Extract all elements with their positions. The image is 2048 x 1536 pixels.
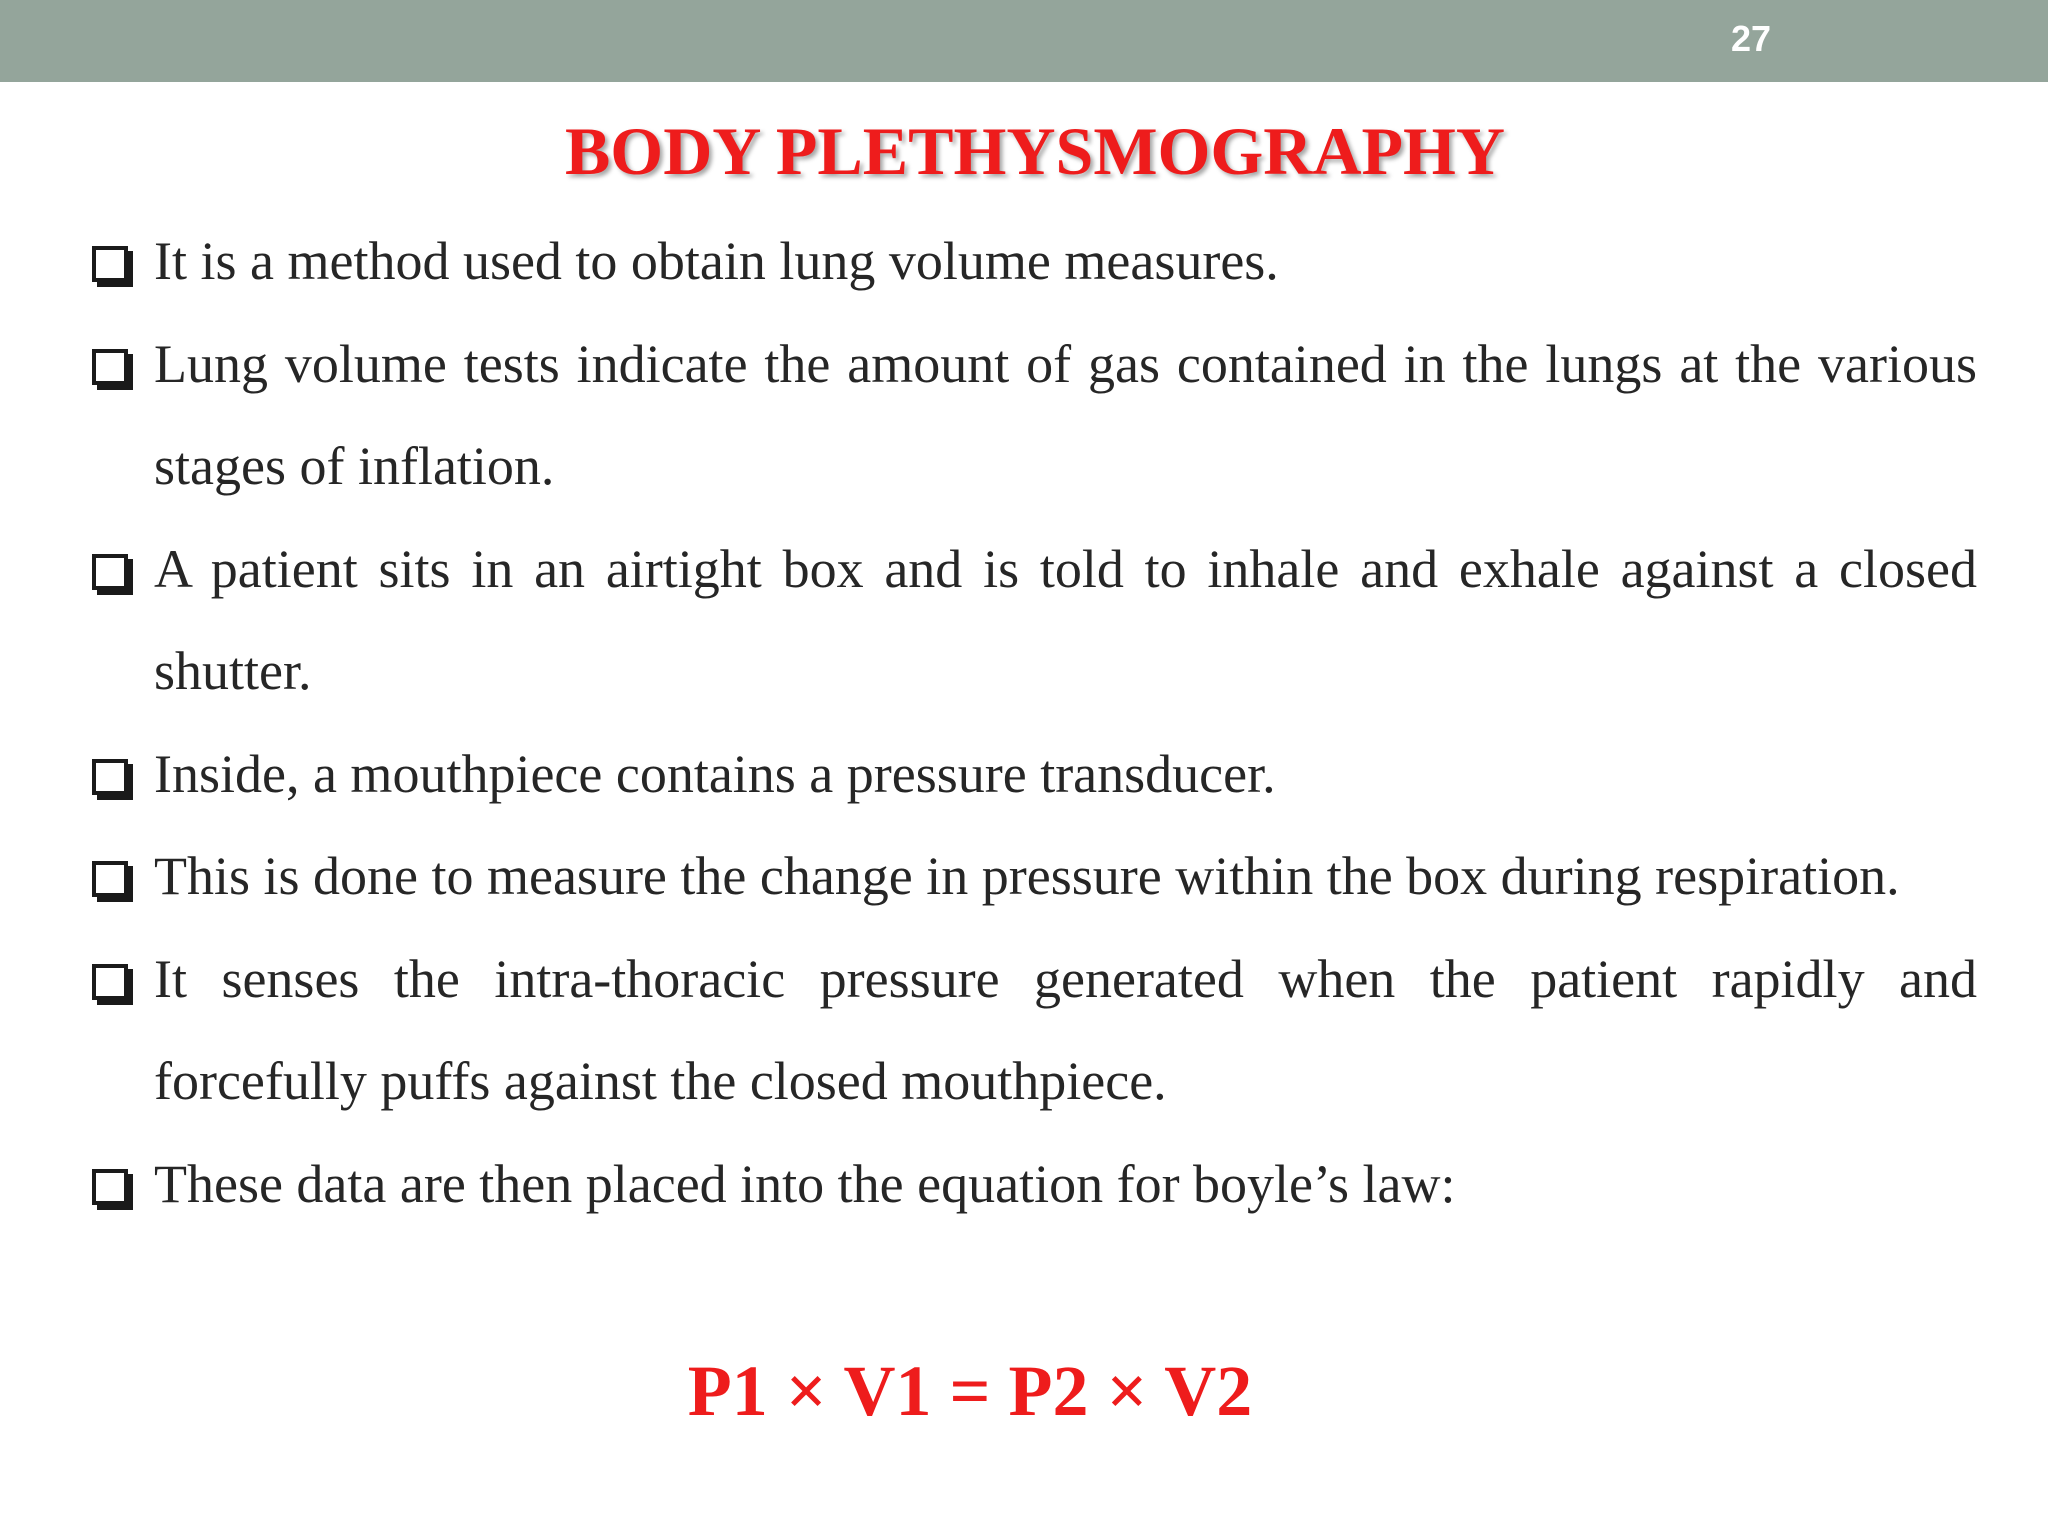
checkbox-square-icon — [92, 349, 128, 385]
bullet-item — [92, 1133, 1977, 1236]
bullet-item — [92, 723, 1977, 826]
checkbox-square-icon — [92, 554, 128, 590]
bullet-item — [92, 518, 1977, 723]
checkbox-square-icon — [92, 861, 128, 897]
bullet-text: This is done to measure the change in pressure within the box during respiration. — [154, 846, 1900, 906]
checkbox-square-icon — [92, 1169, 128, 1205]
bullet-item — [92, 928, 1977, 1133]
bullet-text: A patient sits in an airtight box and is told to inhale and exhale against a closed shutter. — [154, 538, 1977, 701]
bullet-item — [92, 825, 1977, 928]
bullet-text: These data are then placed into the equation for boyle’s law: — [154, 1153, 1456, 1214]
checkbox-square-icon — [92, 759, 128, 795]
bullet-text: It senses the intra-thoracic pressure generated when the patient rapidly and forcefully puffs against the closed mouthpiece. — [154, 948, 1977, 1111]
bullet-text: Lung volume tests indicate the amount of gas contained in the lungs at the various stages of inflation. — [154, 333, 1977, 496]
bullet-item — [92, 313, 1977, 518]
page-number: 27 — [1730, 18, 1771, 59]
boyles-law-equation: P1 × V1 = P2 × V2 — [687, 1351, 1253, 1431]
bullet-text: Inside, a mouthpiece contains a pressure transducer. — [154, 743, 1276, 804]
bullet-item — [92, 210, 1977, 313]
bullet-list — [92, 210, 1977, 1235]
checkbox-square-icon — [92, 246, 128, 282]
slide-title: BODY PLETHYSMOGRAPHY — [564, 113, 1506, 189]
bullet-text: It is a method used to obtain lung volume measures. — [154, 231, 1279, 291]
top-bar — [0, 0, 2048, 82]
checkbox-square-icon — [92, 964, 128, 1000]
